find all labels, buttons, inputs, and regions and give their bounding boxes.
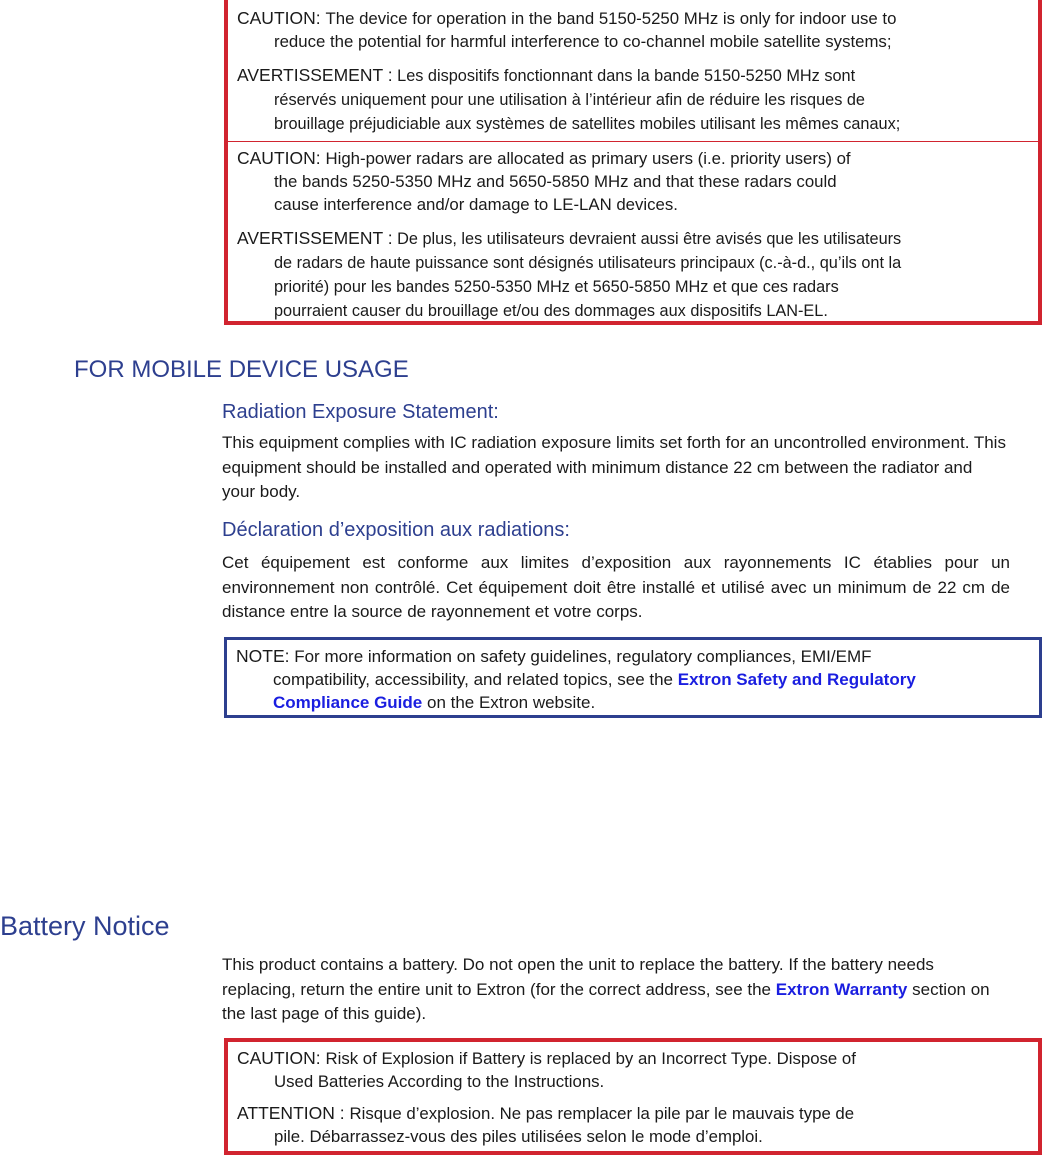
battery-notice-text (222, 953, 1010, 1027)
caution-label: CAUTION: (237, 148, 321, 168)
declaration-heading: Déclaration d’exposition aux radiations: (222, 519, 570, 541)
caution-text-line: reduce the potential for harmful interference to co-channel mobile satellite systems; (274, 32, 892, 51)
caution-text-line: Risk of Explosion if Battery is replaced by an Incorrect Type. Dispose of (325, 1049, 856, 1068)
caution-radars (228, 147, 1038, 216)
attention-label: ATTENTION : (237, 1103, 345, 1123)
avertissement-radars (228, 226, 1038, 323)
caution-divider (224, 141, 1042, 142)
avertissement-text-line: De plus, les utilisateurs devraient aussi être avisés que les utilisateurs (397, 230, 902, 248)
warranty-link[interactable]: Extron Warranty (775, 979, 908, 999)
battery-text-after: section on the last page of this guide). (222, 979, 990, 1023)
note-text-after: on the Extron website. (426, 693, 596, 712)
caution-box-wireless (224, 0, 1042, 325)
caution-label: CAUTION: (237, 8, 321, 28)
declaration-text: Cet équipement est conforme aux limites d’exposition aux rayonnements IC établies pour un environnement non contrôlé. Cet équipement doit être installé et utilisé avec un minimum de 22 cm de distance entre la source de rayonnement et votre corps. (222, 553, 1010, 621)
note-box (224, 637, 1042, 718)
caution-text-line: the bands 5250-5350 MHz and 5650-5850 MHz and that these radars could (274, 172, 837, 191)
avertissement-label: AVERTISSEMENT : (237, 228, 393, 248)
attention-text-line: Risque d’explosion. Ne pas remplacer la pile par le mauvais type de (349, 1104, 855, 1123)
avertissement-text-line: brouillage préjudiciable aux systèmes de satellites mobiles utilisant les mêmes canaux; (274, 115, 901, 133)
caution-box-battery (224, 1038, 1042, 1155)
avertissement-text-line: de radars de haute puissance sont désignés utilisateurs principaux (c.-à-d., qu’ils ont la (274, 254, 902, 272)
note-paragraph (227, 645, 1039, 714)
mobile-usage-heading: FOR MOBILE DEVICE USAGE (74, 356, 409, 383)
radiation-exposure-heading: Radiation Exposure Statement: (222, 401, 499, 423)
caution-text-line: High-power radars are allocated as primary users (i.e. priority users) of (325, 149, 851, 168)
caution-battery (228, 1047, 1038, 1093)
note-label: NOTE: (236, 646, 290, 666)
avertissement-label: AVERTISSEMENT : (237, 65, 393, 85)
radiation-exposure-text: This equipment complies with IC radiation exposure limits set forth for an uncontrolled environment. This equipment should be installed and operated with minimum distance 22 cm between the radiator and your body. (222, 433, 1006, 501)
avertissement-text-line: Les dispositifs fonctionnant dans la bande 5150-5250 MHz sont (397, 67, 856, 85)
attention-text-line: pile. Débarrassez-vous des piles utilisées selon le mode d’emploi. (274, 1127, 763, 1146)
battery-text: This product contains a battery. Do not open the unit to replace the battery. If the battery needs replacing, return the entire unit to Extron (for the correct address, see the (222, 955, 934, 999)
caution-text-line: The device for operation in the band 5150-5250 MHz is only for indoor use to (325, 9, 897, 28)
caution-indoor-use (228, 7, 1038, 53)
avertissement-text-line: pourraient causer du brouillage et/ou des dommages aux dispositifs LAN-EL. (274, 302, 828, 320)
caution-text-line: Used Batteries According to the Instructions. (274, 1072, 605, 1091)
note-text: For more information on safety guidelines, regulatory compliances, EMI/EMF compatibility, accessibility, and related topics, see the (273, 647, 872, 689)
battery-notice-heading: Battery Notice (0, 911, 170, 941)
caution-label: CAUTION: (237, 1048, 321, 1068)
avertissement-text-line: réservés uniquement pour une utilisation à l’intérieur afin de réduire les risques de (274, 91, 865, 109)
avertissement-text-line: priorité) pour les bandes 5250-5350 MHz et 5650-5850 MHz et que ces radars (274, 278, 839, 296)
safety-guide-link[interactable]: Extron Safety and Regulatory Compliance Guide (273, 670, 916, 712)
caution-text-line: cause interference and/or damage to LE-LAN devices. (274, 195, 678, 214)
attention-battery (228, 1102, 1038, 1148)
avertissement-indoor-use (228, 63, 1038, 136)
